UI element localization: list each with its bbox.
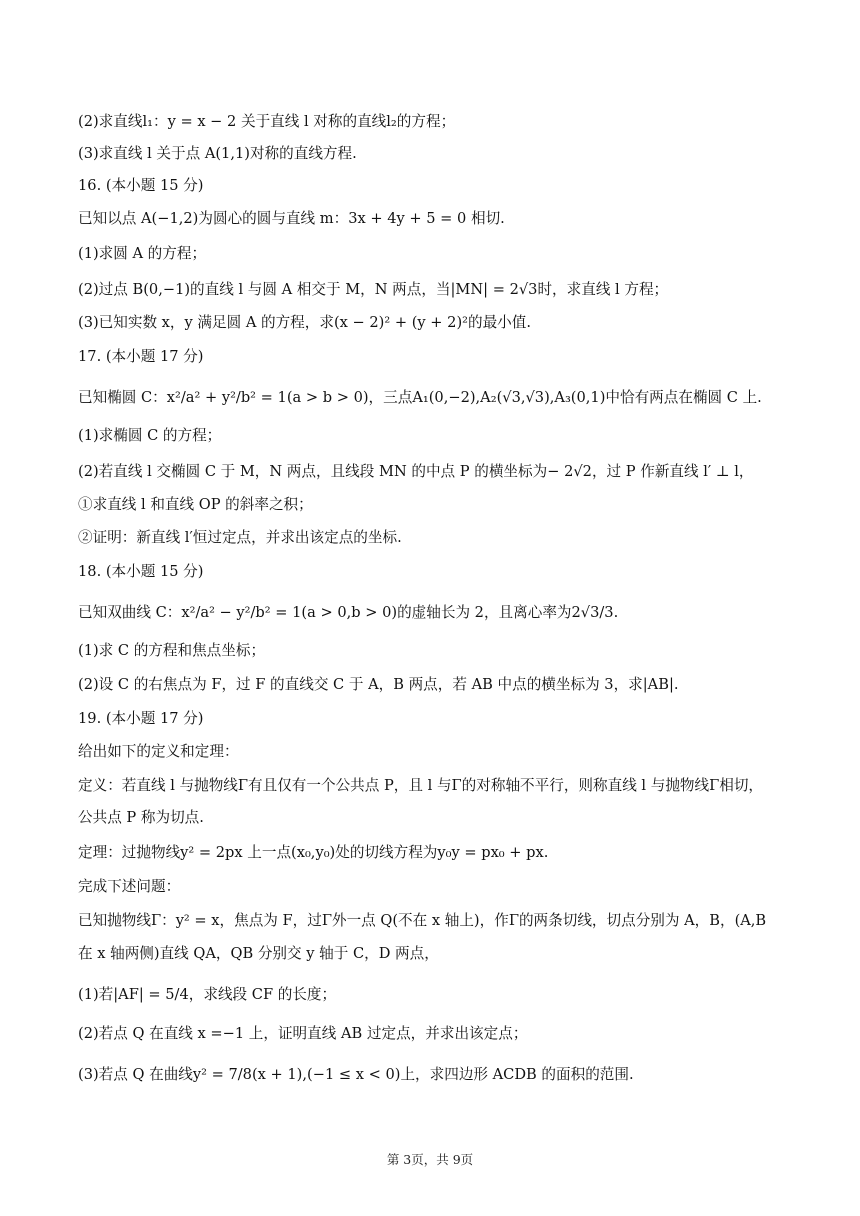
question-16-part-1: (1)求圆 A 的方程； [78, 245, 207, 262]
page-footer: 第 3页，共 9页 [386, 1152, 474, 1167]
question-18-stem: 已知双曲线 C：x²/a² − y²/b² = 1(a > 0,b > 0)的虚轴长为 2，且离心率为2√3/3. [78, 604, 619, 621]
question-16-stem: 已知以点 A(−1,2)为圆心的圆与直线 m：3x + 4y + 5 = 0 相切. [78, 210, 505, 227]
question-17-heading: 17. (本小题 17 分) [78, 348, 204, 365]
question-17-stem: 已知椭圆 C：x²/a² + y²/b² = 1(a > b > 0)，三点A₁(0,−2),A₂(√3,√3),A₃(0,1)中恰有两点在椭圆 C 上. [78, 389, 762, 406]
question-15-part-2: (2)求直线l₁：y = x − 2 关于直线 l 对称的直线l₂的方程； [78, 113, 456, 130]
question-17-part-2: (2)若直线 l 交椭圆 C 于 M，N 两点，且线段 MN 的中点 P 的横坐标为− 2√2，过 P 作新直线 l′ ⊥ l， [78, 463, 754, 480]
question-18-part-2: (2)设 C 的右焦点为 F，过 F 的直线交 C 于 A，B 两点，若 AB 中点的横坐标为 3，求|AB|. [78, 676, 679, 693]
question-19-heading: 19. (本小题 17 分) [78, 710, 204, 727]
question-18-part-1: (1)求 C 的方程和焦点坐标； [78, 642, 266, 659]
question-19-definition-line-2: 公共点 P 称为切点. [78, 809, 204, 826]
question-19-definition-line-1: 定义：若直线 l 与抛物线Γ有且仅有一个公共点 P，且 l 与Γ的对称轴不平行，则称直线 l 与抛物线Γ相切， [78, 777, 764, 794]
question-15-part-3: (3)求直线 l 关于点 A(1,1)对称的直线方程. [78, 145, 357, 162]
question-19-theorem: 定理：过抛物线y² = 2px 上一点(x₀,y₀)处的切线方程为y₀y = px₀ + px. [78, 844, 549, 861]
question-19-intro: 给出如下的定义和定理： [78, 743, 239, 760]
question-19-part-1: (1)若|AF| = 5/4，求线段 CF 的长度； [78, 986, 337, 1003]
question-17-part-2a: ①求直线 l 和直线 OP 的斜率之积； [78, 496, 313, 513]
question-16-heading: 16. (本小题 15 分) [78, 177, 204, 194]
question-17-part-2b: ②证明：新直线 l′恒过定点，并求出该定点的坐标. [78, 529, 402, 546]
question-19-part-2: (2)若点 Q 在直线 x =−1 上，证明直线 AB 过定点，并求出该定点； [78, 1025, 528, 1042]
question-19-stem-line-1: 已知抛物线Γ：y² = x，焦点为 F，过Γ外一点 Q(不在 x 轴上)，作Γ的两条切线，切点分别为 A，B，(A,B [78, 912, 767, 929]
question-19-task: 完成下述问题： [78, 878, 181, 895]
question-18-heading: 18. (本小题 15 分) [78, 563, 204, 580]
question-19-part-3: (3)若点 Q 在曲线y² = 7/8(x + 1),(−1 ≤ x < 0)上，求四边形 ACDB 的面积的范围. [78, 1066, 634, 1083]
question-17-part-1: (1)求椭圆 C 的方程； [78, 427, 222, 444]
question-16-part-2: (2)过点 B(0,−1)的直线 l 与圆 A 相交于 M，N 两点，当|MN| = 2√3时，求直线 l 方程； [78, 281, 669, 298]
question-16-part-3: (3)已知实数 x，y 满足圆 A 的方程，求(x − 2)² + (y + 2)²的最小值. [78, 314, 532, 331]
question-19-stem-line-2: 在 x 轴两侧)直线 QA，QB 分别交 y 轴于 C，D 两点， [78, 945, 439, 962]
